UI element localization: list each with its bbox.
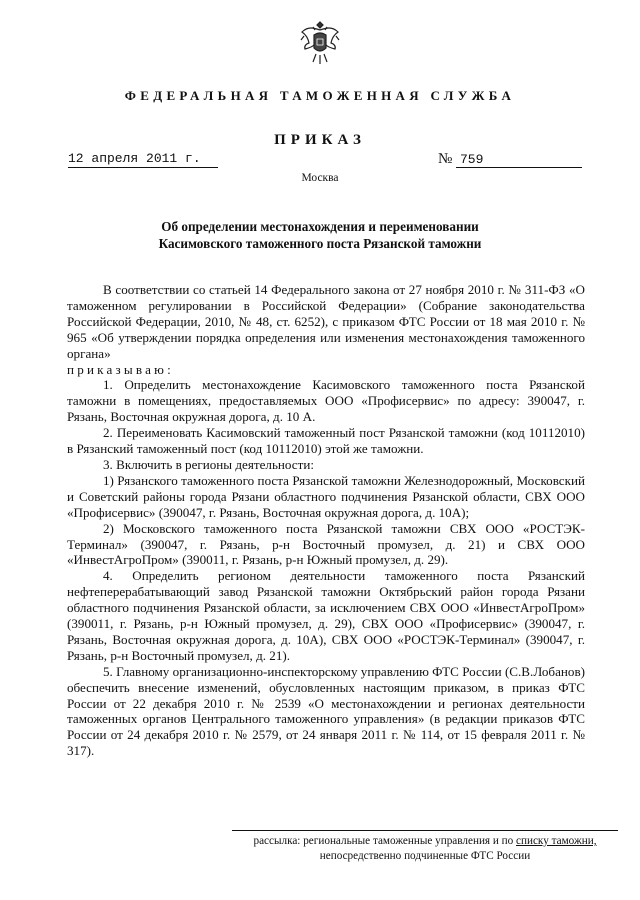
distribution-prefix: рассылка: региональные таможенные управления и по [253, 835, 517, 847]
item-4: 4. Определить регионом деятельности таможенного поста Рязанский нефтеперерабатывающий завод Рязанской таможни Октябрьский район города Рязани областного подчинения Рязанской области, за исключением СВХ ООО «ИнвестАгроПром» (390011, г. Рязань, р-н Южный промузел, д. 29), СВХ ООО «Профисервис» (390047, г. Рязань, Восточная окружная дорога, д. 10А), СВХ ООО «РОСТЭК-Терминал» (390047, г. Рязань, р-н Восточный промузел, д. 21). [67, 568, 585, 663]
order-date: 12 апреля 2011 г. [68, 151, 218, 168]
item-3: 3. Включить в регионы деятельности: [103, 456, 314, 472]
distribution-line-1 [232, 834, 618, 849]
agency-name: ФЕДЕРАЛЬНАЯ ТАМОЖЕННАЯ СЛУЖБА [124, 88, 516, 103]
document-type: ПРИКАЗ [274, 132, 366, 148]
item-5: 5. Главному организационно-инспекторскому управлению ФТС России (С.В.Лобанов) обеспечить внесение изменений, обусловленных настоящим приказом, в приказ ФТС России от 22 декабря 2010 г. № 2539 «О местонахождении и регионах деятельности таможенных органов Центрального таможенного управления» (в редакции приказов ФТС России от 24 декабря 2010 г. № 2579, от 24 января 2011 г. № 114, от 15 февраля 2011 г. № 317). [67, 663, 585, 759]
distribution-divider [232, 830, 618, 831]
preamble-paragraph: В соответствии со статьей 14 Федерального закона от 27 ноября 2010 г. № 311-ФЗ «О таможенном регулировании в Российской Федерации» (Собрание законодательства Российской Федерации, 2010, № 48, ст. 6252), с приказом ФТС России от 18 мая 2010 г. № 965 «Об утверждении порядка определения или изменения местонахождения таможенного органа» [67, 282, 585, 361]
subject-line-2: Касимовского таможенного поста Рязанской таможни [158, 236, 482, 251]
order-body [67, 282, 585, 759]
item-3-2: 2) Московского таможенного поста Рязанской таможни СВХ ООО «РОСТЭК-Терминал» (390047, г. Рязань, р-н Восточный промузел, д. 21) и СВХ ООО «ИнвестАгроПром» (390011, г. Рязань, р-н Южный промузел, д. 29). [67, 520, 585, 568]
number-sign: № [438, 151, 453, 167]
item-1: 1. Определить местонахождение Касимовского таможенного поста Рязанской таможни в помещениях, предоставляемых ООО «Профисервис» по адресу: 390047, г. Рязань, Восточная окружная дорога, д. 10 А. [67, 377, 585, 425]
city: Москва [301, 172, 339, 184]
subject-line-1: Об определении местонахождения и переименовании [161, 219, 479, 234]
distribution-line-2: непосредственно подчиненные ФТС России [319, 850, 531, 862]
russian-coat-of-arms-icon [299, 18, 341, 66]
distribution-list [232, 834, 618, 864]
order-subject [100, 218, 540, 252]
order-word: приказываю: [67, 361, 174, 377]
item-2: 2. Переименовать Касимовский таможенный пост Рязанской таможни (код 10112010) в Рязанский таможенный пост (код 10112010) этой же таможни. [67, 425, 585, 457]
item-3-1: 1) Рязанского таможенного поста Рязанской таможни Железнодорожный, Московский и Советский районы города Рязани областного подчинения Рязанской области, СВХ ООО «Профисервис» (390047, г. Рязань, Восточная окружная дорога, д. 10А); [67, 472, 585, 520]
distribution-list-link: списку таможни, [516, 835, 597, 847]
order-number: 759 [456, 152, 582, 168]
